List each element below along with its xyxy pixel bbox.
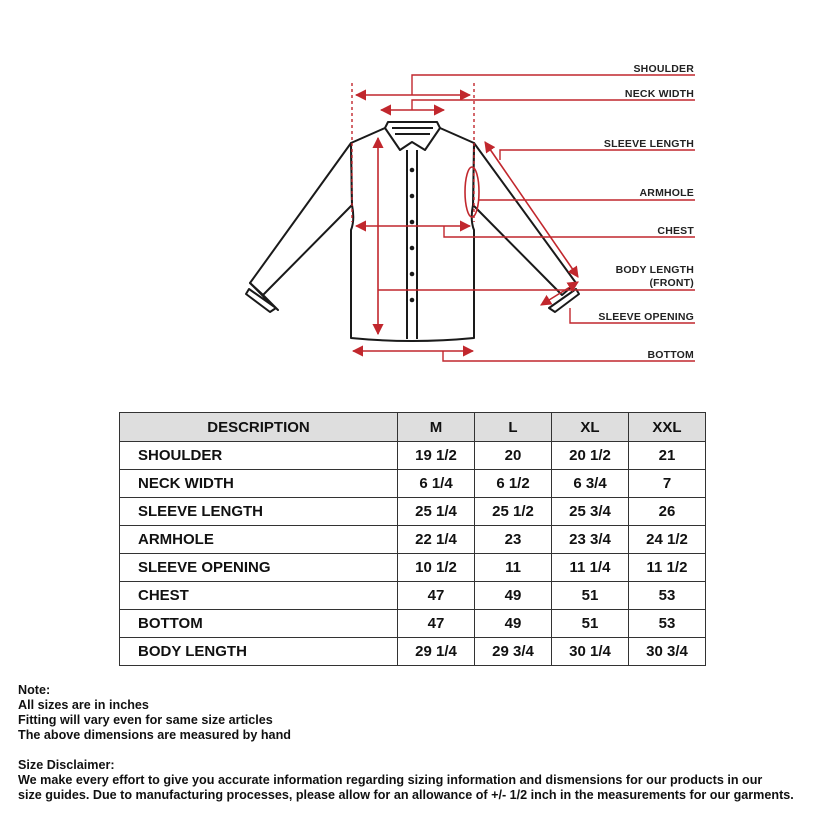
row-label: SHOULDER: [120, 442, 398, 470]
note-line: All sizes are in inches: [18, 698, 149, 712]
cell-value: 25 3/4: [552, 498, 629, 526]
cell-value: 23 3/4: [552, 526, 629, 554]
shirt-illustration: [246, 122, 579, 341]
label-sleeve-opening: SLEEVE OPENING: [598, 311, 694, 323]
header-size-l: L: [475, 413, 552, 442]
label-body-length: BODY LENGTH: [615, 264, 694, 276]
table-row: [120, 498, 706, 526]
cell-value: 29 1/4: [398, 638, 475, 666]
row-label: SLEEVE LENGTH: [120, 498, 398, 526]
size-chart-table: [119, 412, 706, 666]
table-row: [120, 470, 706, 498]
note-line: Fitting will vary even for same size articles: [18, 713, 273, 727]
table-row: [120, 582, 706, 610]
cell-value: 11 1/4: [552, 554, 629, 582]
label-bottom: BOTTOM: [647, 349, 694, 361]
cell-value: 51: [552, 582, 629, 610]
table-row: [120, 442, 706, 470]
cell-value: 51: [552, 610, 629, 638]
cell-value: 47: [398, 582, 475, 610]
cell-value: 49: [475, 610, 552, 638]
table-row: [120, 526, 706, 554]
disclaimer-title: Size Disclaimer:: [18, 758, 115, 772]
cell-value: 21: [629, 442, 706, 470]
shirt-measurement-diagram: [0, 0, 825, 400]
notes-section: [18, 683, 291, 743]
cell-value: 6 1/4: [398, 470, 475, 498]
row-label: ARMHOLE: [120, 526, 398, 554]
cell-value: 22 1/4: [398, 526, 475, 554]
cell-value: 20 1/2: [552, 442, 629, 470]
cell-value: 53: [629, 610, 706, 638]
label-sleeve-length: SLEEVE LENGTH: [603, 138, 694, 150]
cell-value: 29 3/4: [475, 638, 552, 666]
cell-value: 30 1/4: [552, 638, 629, 666]
header-size-xl: XL: [552, 413, 629, 442]
row-label: CHEST: [120, 582, 398, 610]
left-sleeve: [250, 143, 352, 295]
cell-value: 26: [629, 498, 706, 526]
cell-value: 53: [629, 582, 706, 610]
shirt-body: [351, 128, 474, 341]
cell-value: 7: [629, 470, 706, 498]
label-chest: CHEST: [657, 225, 694, 237]
cell-value: 25 1/2: [475, 498, 552, 526]
cell-value: 23: [475, 526, 552, 554]
table-row: [120, 610, 706, 638]
cell-value: 10 1/2: [398, 554, 475, 582]
cell-value: 19 1/2: [398, 442, 475, 470]
notes-title: Note:: [18, 683, 51, 697]
header-size-xxl: XXL: [629, 413, 706, 442]
cell-value: 11: [475, 554, 552, 582]
cell-value: 6 1/2: [475, 470, 552, 498]
cell-value: 20: [475, 442, 552, 470]
label-neck-width: NECK WIDTH: [624, 88, 694, 100]
cell-value: 24 1/2: [629, 526, 706, 554]
row-label: BODY LENGTH: [120, 638, 398, 666]
right-sleeve: [473, 143, 576, 295]
row-label: BOTTOM: [120, 610, 398, 638]
cell-value: 47: [398, 610, 475, 638]
cell-value: 11 1/2: [629, 554, 706, 582]
note-line: The above dimensions are measured by hand: [18, 728, 291, 742]
header-description: DESCRIPTION: [120, 413, 398, 442]
cell-value: 49: [475, 582, 552, 610]
header-size-m: M: [398, 413, 475, 442]
cell-value: 25 1/4: [398, 498, 475, 526]
disclaimer-line: size guides. Due to manufacturing processes, please allow for an allowance of +/- 1/2 inch in the measurements for our garments.: [18, 788, 794, 802]
table-row: [120, 638, 706, 666]
disclaimer-line: We make every effort to give you accurate information regarding sizing information and dismensions for our products in our: [18, 773, 763, 787]
label-body-length-front: (FRONT): [649, 277, 694, 289]
disclaimer-section: [18, 758, 794, 803]
cell-value: 6 3/4: [552, 470, 629, 498]
row-label: SLEEVE OPENING: [120, 554, 398, 582]
table-header-row: [120, 413, 706, 442]
label-shoulder: SHOULDER: [633, 63, 694, 75]
table-row: [120, 554, 706, 582]
row-label: NECK WIDTH: [120, 470, 398, 498]
label-armhole: ARMHOLE: [639, 187, 694, 199]
cell-value: 30 3/4: [629, 638, 706, 666]
